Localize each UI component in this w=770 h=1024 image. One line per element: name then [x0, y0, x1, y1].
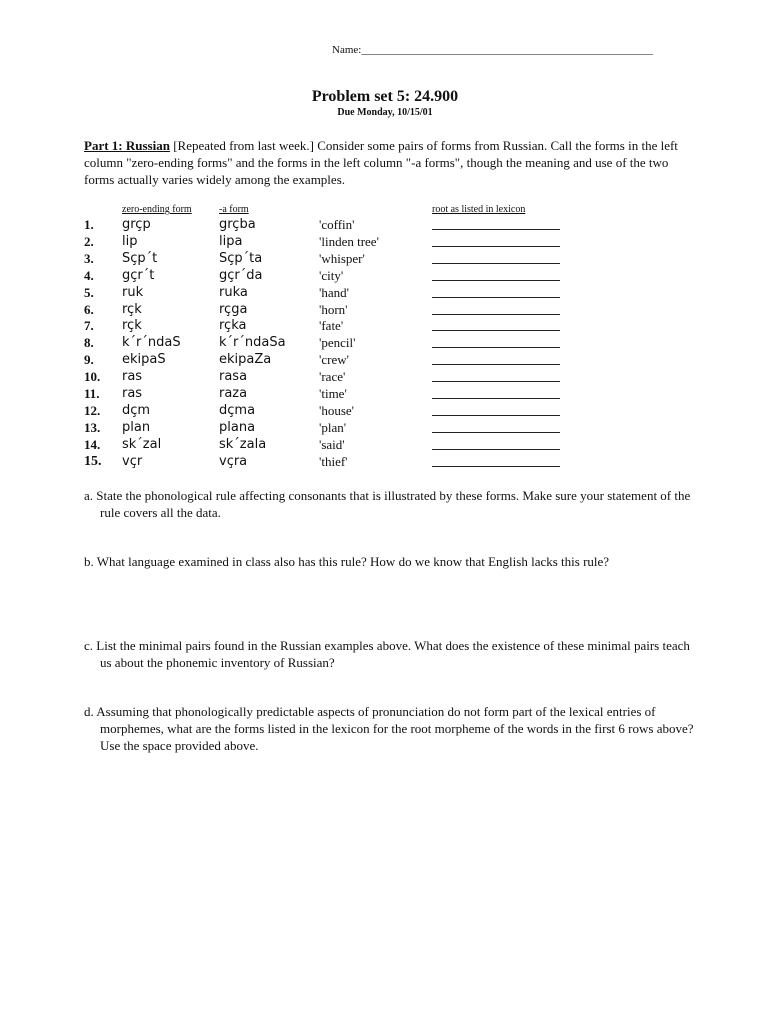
lexicon-answer-blank	[432, 335, 560, 348]
question-b-text: b. What language examined in class also has this rule? How do we know that English lacks this rule?	[84, 554, 610, 569]
a-form: lipa	[219, 233, 243, 249]
a-form: rçga	[219, 301, 248, 317]
row-number: 11.	[84, 386, 100, 401]
table-row	[0, 335, 770, 352]
row-number: 9.	[84, 352, 94, 368]
table-row	[0, 420, 770, 437]
row-number: 6.	[84, 301, 94, 317]
lexicon-answer-blank	[432, 268, 560, 281]
gloss: 'house'	[319, 402, 355, 418]
gloss: 'race'	[319, 369, 346, 385]
lexicon-answer-blank	[432, 403, 560, 416]
zero-ending-form: rçk	[122, 318, 142, 334]
table-row	[0, 285, 770, 302]
row-number: 8.	[84, 335, 94, 351]
zero-ending-form: grçp	[122, 217, 151, 232]
table-row	[0, 302, 770, 319]
gloss: 'plan'	[319, 419, 347, 435]
zero-ending-form: sk´zal	[122, 436, 162, 452]
a-form: vçra	[219, 453, 248, 469]
a-form: raza	[219, 386, 248, 401]
lexicon-answer-blank	[432, 285, 560, 298]
zero-ending-form: ras	[122, 369, 143, 385]
table-row	[0, 234, 770, 251]
a-form: plana	[219, 419, 256, 435]
gloss: 'said'	[319, 436, 345, 452]
question-d	[84, 703, 694, 754]
row-number: 13.	[84, 419, 101, 435]
lexicon-answer-blank	[432, 234, 560, 247]
table-row	[0, 217, 770, 234]
a-form: ekipaZa	[219, 352, 272, 368]
page-title: Problem set 5: 24.900	[311, 88, 459, 105]
row-number: 4.	[84, 267, 94, 283]
lexicon-answer-blank	[432, 217, 560, 230]
row-number: 10.	[84, 369, 101, 385]
gloss: 'fate'	[319, 318, 344, 334]
table-row	[0, 268, 770, 285]
lexicon-answer-blank	[432, 352, 560, 365]
lexicon-answer-blank	[432, 386, 560, 399]
row-number: 15.	[84, 453, 102, 469]
a-form: k´r´ndaSa	[219, 335, 286, 351]
zero-ending-form: Sçp´t	[122, 250, 158, 266]
zero-ending-form: ras	[122, 386, 143, 401]
row-number: 1.	[84, 217, 94, 232]
zero-ending-form: rçk	[122, 301, 142, 317]
lexicon-answer-blank	[432, 369, 560, 382]
gloss: 'whisper'	[319, 250, 365, 266]
lexicon-answer-blank	[432, 302, 560, 315]
row-number: 2.	[84, 233, 94, 249]
question-a-text: a. State the phonological rule affecting consonants that is illustrated by these forms. Make sure your statement of the rule covers all the data.	[84, 488, 691, 520]
table-row	[0, 251, 770, 268]
gloss: 'thief'	[319, 453, 348, 469]
lexicon-answer-blank	[432, 454, 560, 467]
table-row	[0, 437, 770, 454]
zero-ending-form: lip	[122, 233, 138, 249]
a-form: rasa	[219, 369, 248, 385]
table-row	[0, 454, 770, 471]
zero-ending-form: plan	[122, 419, 151, 435]
lexicon-answer-blank	[432, 318, 560, 331]
gloss: 'linden tree'	[319, 233, 379, 249]
zero-ending-form: gçr´t	[122, 267, 155, 283]
question-b	[84, 553, 694, 570]
gloss: 'coffin'	[319, 217, 355, 232]
zero-ending-form: k´r´ndaS	[122, 335, 181, 351]
header-zero-ending: zero-ending form	[122, 204, 192, 215]
zero-ending-form: dçm	[122, 402, 151, 418]
gloss: 'horn'	[319, 301, 348, 317]
row-number: 12.	[84, 402, 101, 418]
due-date: Due Monday, 10/15/01	[337, 107, 433, 118]
a-form: dçma	[219, 402, 256, 418]
zero-ending-form: ekipaS	[122, 352, 166, 368]
row-number: 5.	[84, 284, 94, 300]
row-number: 7.	[84, 318, 94, 334]
part-label: Part 1: Russian	[84, 138, 170, 153]
name-field-line: Name:_____________________________________________________	[332, 44, 653, 56]
question-a	[84, 487, 694, 521]
question-c-text: c. List the minimal pairs found in the Russian examples above. What does the existence of these minimal pairs teach us about the phonemic inventory of Russian?	[84, 638, 690, 670]
a-form: sk´zala	[219, 436, 267, 452]
zero-ending-form: vçr	[122, 453, 143, 469]
row-number: 14.	[84, 436, 101, 452]
lexicon-answer-blank	[432, 251, 560, 264]
a-form: Sçp´ta	[219, 250, 263, 266]
header-lexicon-root: root as listed in lexicon	[432, 204, 526, 215]
gloss: 'city'	[319, 267, 344, 283]
a-form: ruka	[219, 284, 248, 300]
header-a-form: -a form	[219, 204, 249, 215]
zero-ending-form: ruk	[122, 284, 144, 300]
a-form: grçba	[219, 217, 256, 232]
a-form: gçr´da	[219, 267, 263, 283]
table-row	[0, 386, 770, 403]
table-row	[0, 403, 770, 420]
question-c	[84, 637, 694, 671]
a-form: rçka	[219, 318, 247, 334]
table-row	[0, 318, 770, 335]
row-number: 3.	[84, 250, 94, 266]
lexicon-answer-blank	[432, 437, 560, 450]
table-row	[0, 352, 770, 369]
gloss: 'hand'	[319, 284, 349, 300]
intro-text: [Repeated from last week.] Consider some pairs of forms from Russian. Call the forms in the left column "zero-ending forms" and the forms in the left column "-a forms", though the meaning and use of the two forms actually varies widely among the examples.	[84, 138, 678, 187]
gloss: 'pencil'	[319, 335, 356, 351]
question-d-text: d. Assuming that phonologically predictable aspects of pronunciation do not form part of the lexical entries of morphemes, what are the forms listed in the lexicon for the root morpheme of the words in the first 6 rows above? Use the space provided above.	[84, 704, 694, 753]
table-row	[0, 369, 770, 386]
lexicon-answer-blank	[432, 420, 560, 433]
gloss: 'crew'	[319, 352, 349, 368]
intro-paragraph	[84, 137, 684, 188]
gloss: 'time'	[319, 386, 347, 401]
